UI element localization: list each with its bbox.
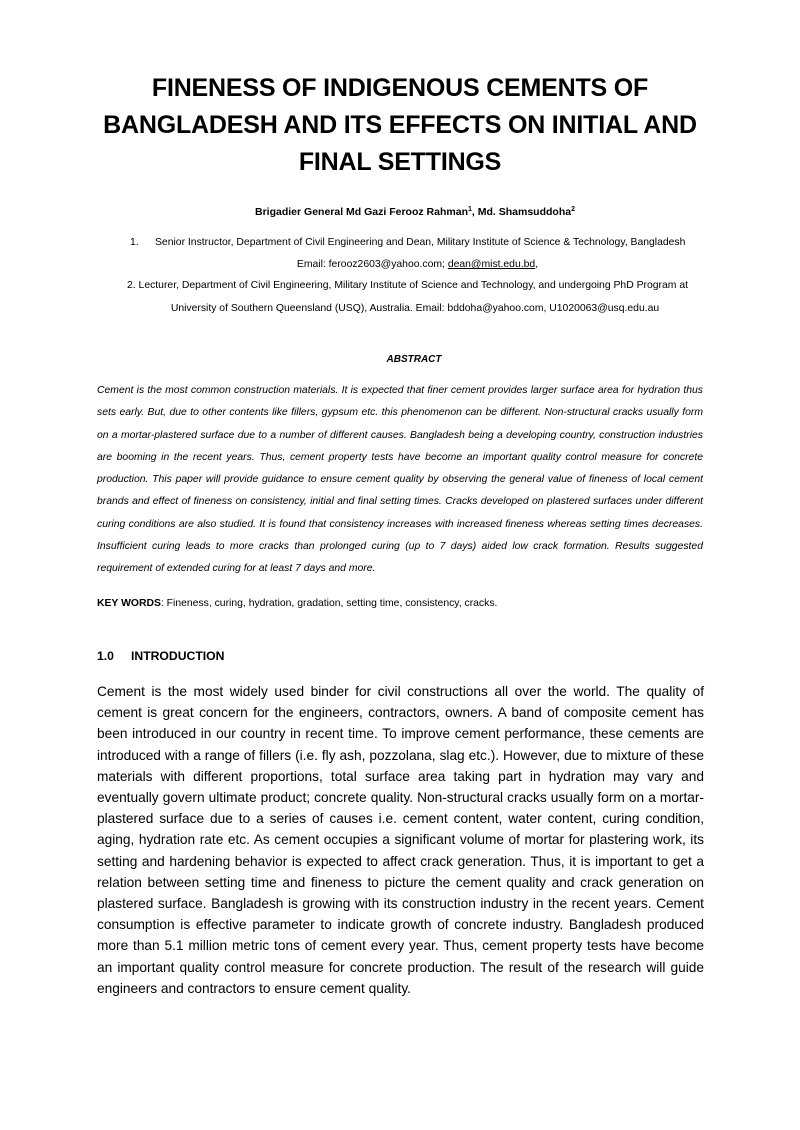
keywords-label: KEY WORDS	[97, 598, 161, 609]
affiliation-1-text: Senior Instructor, Department of Civil Engineering and Dean, Military Institute of Science & Technology, Bangladesh	[155, 237, 686, 248]
author-2-superscript: 2	[571, 206, 575, 213]
abstract-heading: ABSTRACT	[386, 354, 442, 365]
section-number: 1.0	[97, 649, 114, 663]
author-2-name: Md. Shamsuddoha	[477, 206, 572, 218]
introduction-body: Cement is the most widely used binder for civil constructions all over the world. The quality of cement is great concern for the engineers, contractors, owners. A band of composite cement has been introduced in our country in recent time. To improve cement performance, these cements are introduced with a range of fillers (i.e. fly ash, pozzolana, slag etc.). However, due to mixture of these materials with different proportions, total surface area taking part in hydration may vary and eventually govern ultimate product; concrete quality. Non-structural cracks usually form on a mortar-plastered surface due to a series of causes i.e. cement content, water content, curing condition, aging, hydration rate etc. As cement occupies a significant volume of mortar for plastering work, its setting and hardening behavior is expected to affect crack generation. Thus, it is important to get a relation between setting time and fineness to picture the cement quality and crack generation on plastered surface. Bangladesh is growing with its construction industry in the recent years. Cement consumption is effective parameter to indicate growth of concrete industry. Bangladesh produced more than 5.1 million metric tons of cement every year. Thus, cement property tests have become an important quality control measure for concrete production. The result of the research will guide engineers and contractors to ensure cement quality.	[97, 684, 704, 996]
affiliation-1-email-suffix: ,	[535, 259, 539, 270]
author-1-superscript: 1	[467, 206, 472, 213]
affiliation-1-number: 1.	[130, 237, 139, 248]
keywords-text: : Fineness, curing, hydration, gradation, setting time, consistency, cracks.	[160, 598, 498, 609]
author-line	[0, 203, 800, 219]
section-heading-introduction	[97, 648, 224, 664]
affiliation-1-email-line	[0, 258, 800, 272]
keywords-line	[97, 597, 703, 611]
affiliation-2-line-2: University of Southern Queensland (USQ), Australia. Email: bddoha@yahoo.com, U1020063@usq.edu.au	[170, 303, 660, 314]
section-title: INTRODUCTION	[131, 649, 225, 663]
author-1-name: Brigadier General Md Gazi Ferooz Rahman	[255, 206, 468, 218]
affiliation-1	[130, 236, 685, 250]
affiliation-2-line-1: 2. Lecturer, Department of Civil Engineering, Military Institute of Science and Technology, and undergoing PhD Program at	[126, 280, 689, 291]
abstract-body: Cement is the most common construction materials. It is expected that finer cement provides larger surface area for hydration thus sets early. But, due to other contents like fillers, gypsum etc. this phenomenon can be different. Non-structural cracks usually form on a mortar-plastered surface due to a number of different causes. Bangladesh being a developing country, construction industries are booming in the recent years. Thus, cement property tests have become an important quality control measure for concrete production. This paper will provide guidance to ensure cement quality by observing the general value of fineness of local cement brands and effect of fineness on consistency, initial and final setting times. Cracks developed on plastered surfaces under different curing conditions are also studied. It is found that consistency increases with increased fineness whereas setting times decreases. Insufficient curing leads to more cracks than prolonged curing (up to 7 days) aided low crack formation. Results suggested requirement of extended curing for at least 7 days and more.	[97, 385, 703, 575]
affiliation-1-email-prefix: Email: ferooz2603@yahoo.com;	[296, 259, 448, 270]
email-link[interactable]: dean@mist.edu.bd	[447, 259, 536, 270]
paper-title: FINENESS OF INDIGENOUS CEMENTS OF BANGLADESH AND ITS EFFECTS ON INITIAL AND FINAL SETTINGS	[103, 74, 697, 176]
author-separator: ,	[471, 206, 478, 218]
